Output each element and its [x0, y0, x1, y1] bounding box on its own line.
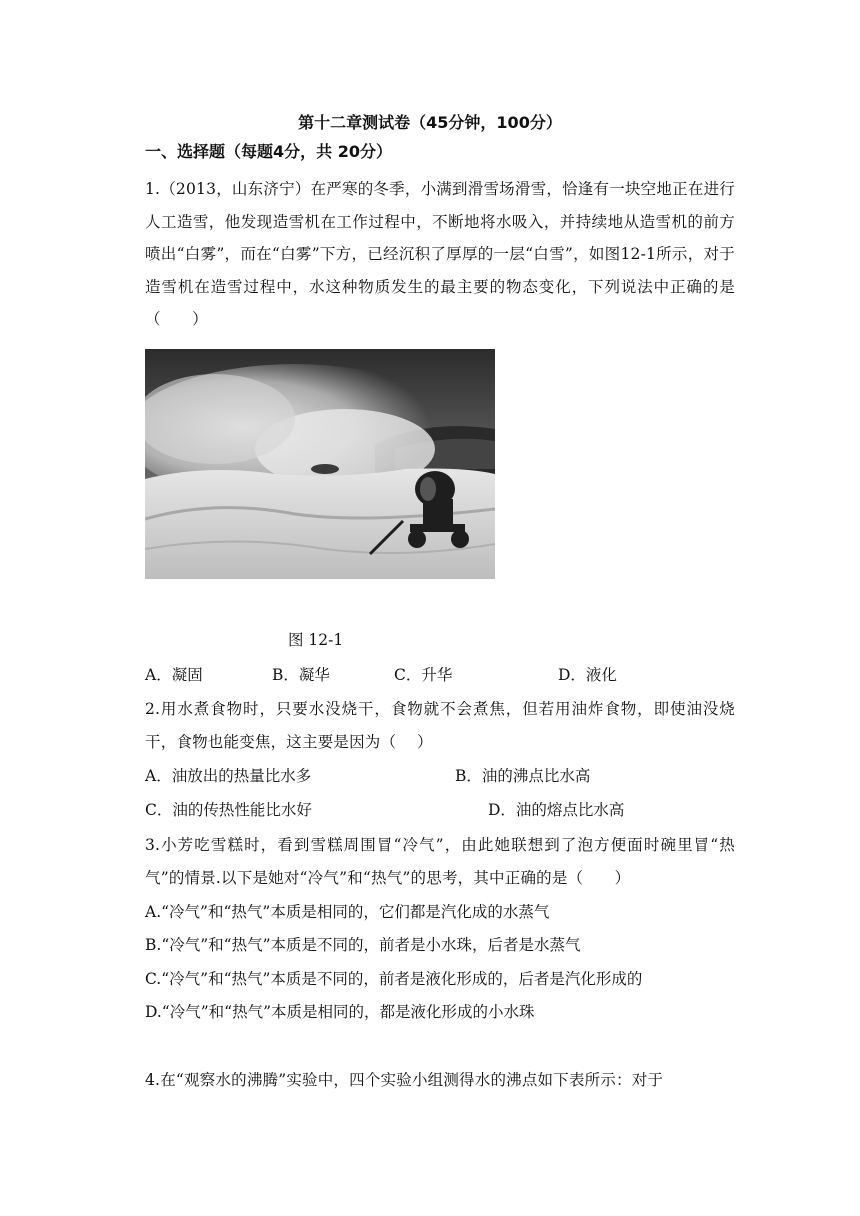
question-1-stem: 1.（2013，山东济宁）在严寒的冬季，小满到滑雪场滑雪，恰逢有一块空地正在进行人工造雪，他发现造雪机在工作过程中，不断地将水吸入，并持续地从造雪机的前方喷出“白雾”，而在“白雾”下方，已经沉积了厚厚的一层“白雪”，如图12-1所示，对于造雪机在造雪过程中，水这种物质发生的最主要的物态变化，下列说法中正确的是（ ） — [145, 180, 735, 328]
section-heading: 一、选择题（每题4分，共 20分） — [145, 142, 392, 161]
q1-option-c: C．升华 — [394, 666, 453, 684]
exam-title: 第十二章测试卷（45分钟，100分） — [298, 113, 562, 132]
q1-option-b: B．凝华 — [272, 666, 330, 684]
q3-option-d: D.“冷气”和“热气”本质是相同的，都是液化形成的小水珠 — [145, 1003, 535, 1021]
q2-option-b: B．油的沸点比水高 — [455, 767, 591, 785]
q2-option-c: C．油的传热性能比水好 — [145, 801, 312, 819]
q3-option-a: A.“冷气”和“热气”本质是相同的，它们都是汽化成的水蒸气 — [145, 903, 550, 921]
question-3-stem: 3.小芳吃雪糕时，看到雪糕周围冒“冷气”，由此她联想到了泡方便面时碗里冒“热气”的情景.以下是她对“冷气”和“热气”的思考，其中正确的是（ ） — [145, 836, 735, 887]
q2-option-a: A．油放出的热量比水多 — [145, 767, 312, 785]
figure-caption: 图 12-1 — [288, 631, 344, 649]
question-4-stem: 4.在“观察水的沸腾”实验中，四个实验小组测得水的沸点如下表所示：对于 — [145, 1071, 664, 1089]
q3-option-b: B.“冷气”和“热气”本质是不同的，前者是小水珠，后者是水蒸气 — [145, 936, 581, 954]
q1-option-a: A．凝固 — [145, 666, 203, 684]
question-2-stem: 2.用水煮食物时，只要水没烧干，食物就不会煮焦，但若用油炸食物，即使油没烧干，食物也能变焦，这主要是因为（ ） — [145, 700, 735, 751]
q1-option-d: D．液化 — [558, 666, 617, 684]
q2-option-d: D．油的熔点比水高 — [488, 801, 625, 819]
snow-machine-photo — [145, 349, 495, 579]
q3-option-c: C.“冷气”和“热气”本质是不同的，前者是液化形成的，后者是汽化形成的 — [145, 970, 643, 988]
